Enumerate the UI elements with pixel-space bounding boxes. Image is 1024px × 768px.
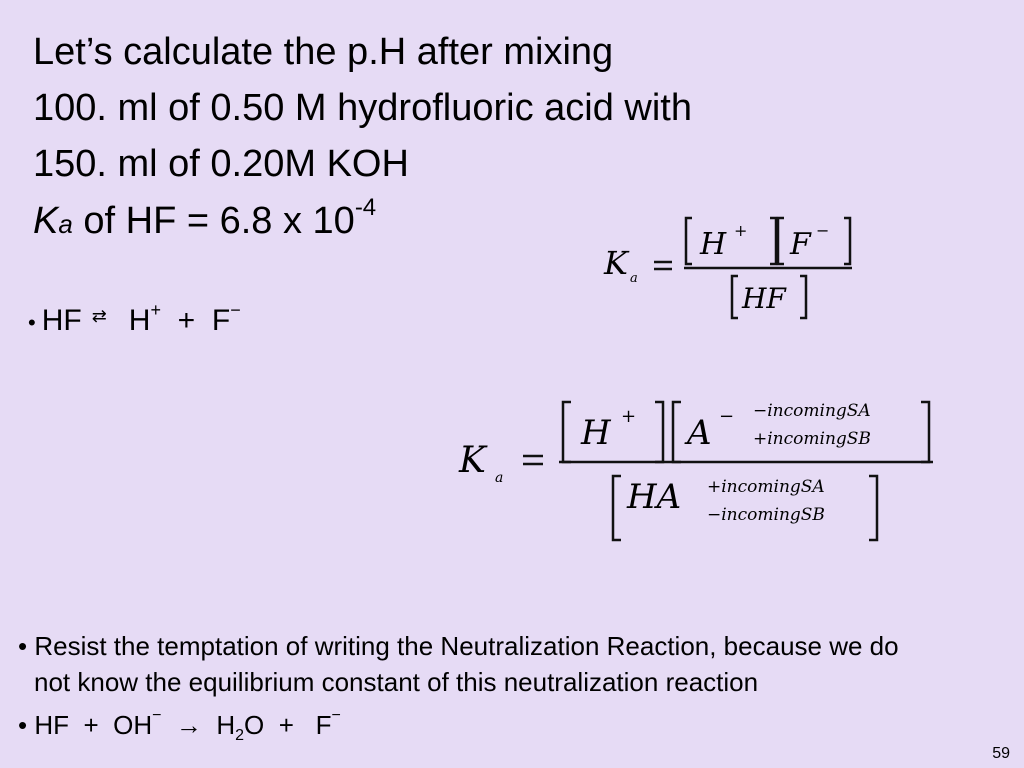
equilibrium-arrow-icon: ⇄ xyxy=(91,306,107,326)
ka-symbol: K xyxy=(33,200,59,242)
title-line-3: 150. ml of 0.20M KOH xyxy=(33,143,409,185)
ka-hf-num-f: F xyxy=(790,227,811,262)
ka-general-num-term1: −incomingSA xyxy=(753,401,871,421)
note-bullet: • xyxy=(18,631,28,661)
product-h: H xyxy=(128,304,151,337)
product-f-charge: − xyxy=(230,300,241,320)
ka-general-num-h-charge: + xyxy=(621,406,637,427)
ka-general-num-a-charge: − xyxy=(719,406,735,427)
product-f: F xyxy=(315,710,332,740)
ka-text: of HF = 6.8 x 10 xyxy=(72,200,355,242)
neutralization-note xyxy=(18,628,899,700)
product-water-sub: 2 xyxy=(235,727,245,745)
ka-hf-k-sub: a xyxy=(630,271,638,286)
ka-general-num-a: A xyxy=(687,413,712,453)
ka-general-den-term1: +incomingSA xyxy=(707,477,825,497)
reactant-hf: HF xyxy=(34,710,70,740)
page-number: 59 xyxy=(992,745,1010,762)
note-line-1: Resist the temptation of writing the Neutralization Reaction, because we do xyxy=(34,631,899,661)
dissociation-equation xyxy=(28,300,241,338)
ka-value-line xyxy=(33,194,377,243)
ka-hf-num-f-charge: − xyxy=(816,221,830,240)
product-f-charge: − xyxy=(331,707,341,724)
reactant-oh: OH xyxy=(113,710,153,740)
plus-sign: + xyxy=(177,304,196,337)
bullet: • xyxy=(28,310,36,335)
product-f: F xyxy=(211,304,231,337)
reactant-oh-charge: − xyxy=(152,707,162,724)
product-water-o: O xyxy=(244,710,265,740)
ka-general-formula xyxy=(455,392,945,550)
ka-hf-num-h-charge: + xyxy=(734,221,748,240)
ka-general-den-term2: −incomingSB xyxy=(707,505,825,525)
ka-subscript: a xyxy=(58,209,73,239)
product-h-charge: + xyxy=(150,300,161,320)
ka-general-k-sub: a xyxy=(495,470,504,486)
ka-general-num-h: H xyxy=(581,413,611,453)
ka-hf-formula xyxy=(600,210,860,325)
title-line-1: Let’s calculate the p.H after mixing xyxy=(33,31,614,73)
plus-sign: + xyxy=(278,710,294,740)
title-line-2: 100. ml of 0.50 M hydrofluoric acid with xyxy=(33,87,692,129)
reaction-arrow-icon: → xyxy=(175,710,202,740)
reactant-hf: HF xyxy=(41,304,82,337)
ka-general-k: K xyxy=(459,440,486,481)
plus-sign: + xyxy=(83,710,99,740)
ka-general-num-term2: +incomingSB xyxy=(753,429,871,449)
ka-hf-num-h: H xyxy=(700,227,727,262)
ka-exponent: -4 xyxy=(354,194,377,221)
neutralization-equation xyxy=(18,707,341,745)
neutralization-bullet: • xyxy=(18,710,28,740)
ka-hf-k: K xyxy=(604,244,628,282)
product-water-h: H xyxy=(216,710,236,740)
note-line-2: not know the equilibrium constant of this neutralization reaction xyxy=(34,667,759,697)
ka-hf-den: HF xyxy=(742,282,786,315)
ka-general-den: HA xyxy=(627,477,682,517)
slide-title xyxy=(33,24,692,192)
